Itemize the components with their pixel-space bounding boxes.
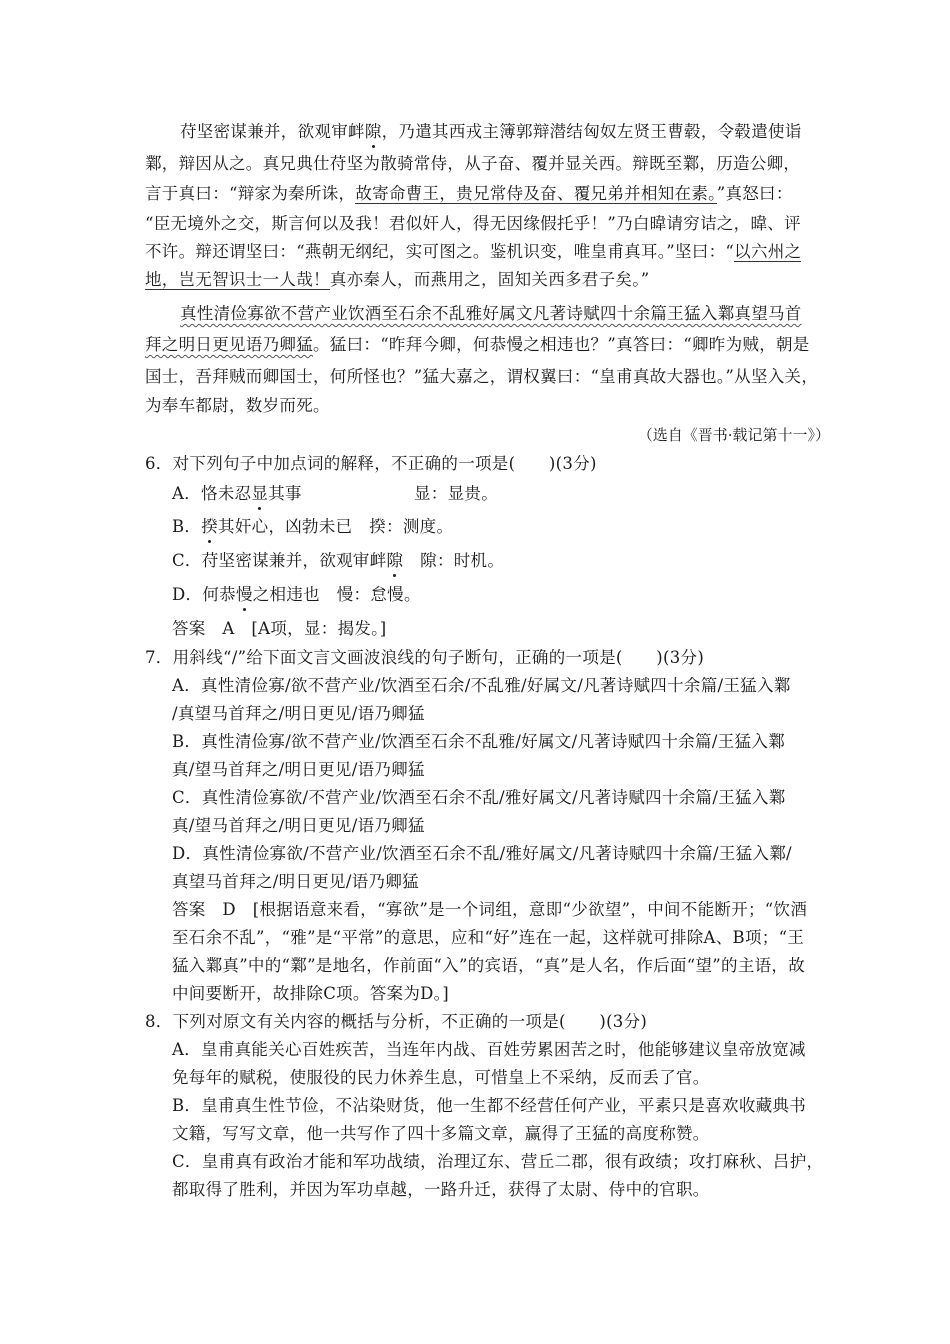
question-7-option-b-cont: 真/望马首拜之/明日更见/语乃卿猛 (172, 760, 425, 779)
question-6-answer: 答案 A [A项，显：揭发。] (172, 619, 387, 638)
passage-line: 为奉车都尉，数岁而死。 (145, 396, 330, 415)
question-8-option-b: B．皇甫真生性节俭，不沾染财货，他一生都不经营任何产业，平素只是喜欢收藏典书 (172, 1096, 807, 1115)
question-8-option-a-cont: 免每年的赋税，使服役的民力休养生息，可惜皇上不采纳，反而丢了官。 (172, 1068, 710, 1087)
question-7-answer: 答案 D [根据语意来看，“寡欲”是一个词组，意即“少欲望”，中间不能断开；“饮酒 (172, 900, 808, 919)
passage-line: 苻坚密谋兼并，欲观审衅隙，乃遣其西戎主簿郭辩潜结匈奴左贤王曹毂，令毂遣使诣 (180, 122, 802, 141)
question-7-option-c: C．真性清俭寡欲/不营产业/饮酒至石余不乱/雅好属文/凡著诗赋四十余篇/王猛入鄴 (172, 788, 786, 807)
wavy-underlined-sentence: 拜之明日更见语乃卿猛 (145, 335, 313, 354)
question-7-option-a: A．真性清俭寡/欲不营产业/饮酒至石余/不乱雅/好属文/凡著诗赋四十余篇/王猛入鄴 (172, 676, 791, 695)
question-7-option-a-cont: /真望马首拜之/明日更见/语乃卿猛 (172, 704, 425, 723)
source-citation: （选自《晋书·载记第十一》） (637, 426, 830, 444)
emphasis-dot: 慢 (235, 585, 253, 604)
passage-line: 拜之明日更见语乃卿猛。猛曰：“昨拜今卿，何恭慢之相违也？”真答曰：“卿昨为贼，朝是 (145, 335, 810, 354)
question-7-option-b: B．真性清俭寡/欲不营产业/饮酒至石余不乱雅/好属文/凡著诗赋四十余篇/王猛入鄴 (172, 732, 785, 751)
emphasis-dot: 隙 (386, 551, 404, 570)
emphasis-dot: 显 (251, 484, 269, 503)
question-8-stem: 8．下列对原文有关内容的概括与分析，不正确的一项是( )(3分) (145, 1012, 648, 1031)
question-6-option-c: C．苻坚密谋兼并，欲观审衅隙 隙：时机。 (172, 551, 505, 570)
passage-line: 地，岂无智识士一人哉！真亦秦人，而燕用之，固知关西多君子矣。” (145, 270, 650, 289)
question-7-answer-cont: 中间要断开，故排除C项。答案为D。] (172, 984, 449, 1003)
underlined-sentence: 地，岂无智识士一人哉！ (145, 270, 330, 289)
passage-line: 言于真曰：“辩家为秦所诛，故寄命曹王，贵兄常侍及奋、覆兄弟并相知在素。”真怒曰： (145, 184, 793, 203)
passage-line: 不许。辩还谓坚曰：“燕朝无纲纪，实可图之。鉴机识变，唯皇甫真耳。”坚曰：“以六州之 (145, 242, 802, 261)
question-8-option-b-cont: 文籍，写写文章，他一共写作了四十多篇文章，赢得了王猛的高度称赞。 (172, 1124, 710, 1143)
question-6-stem: 6．对下列句子中加点词的解释，不正确的一项是( )(3分) (145, 454, 597, 473)
question-7-stem: 7．用斜线“/”给下面文言文画波浪线的句子断句，正确的一项是( )(3分) (145, 648, 705, 667)
passage-line (180, 302, 850, 326)
question-8-option-a: A．皇甫真能关心百姓疾苦，当连年内战、百姓劳累困苦之时，他能够建议皇帝放宽减 (172, 1040, 806, 1059)
wavy-underlined-sentence: 真性清俭寡欲不营产业饮酒至石余不乱雅好属文凡著诗赋四十余篇王猛入鄴真望马首 (180, 304, 802, 323)
question-7-option-c-cont: 真/望马首拜之/明日更见/语乃卿猛 (172, 816, 425, 835)
question-7-option-d-cont: 真望马首拜之/明日更见/语乃卿猛 (172, 872, 419, 891)
passage-line: 国士，吾拜贼而卿国士，何所怪也？”猛大嘉之，谓权翼曰：“皇甫真故大器也。”从坚入关， (145, 367, 819, 386)
question-6-option-d: D．何恭慢之相违也 慢：怠慢。 (172, 585, 421, 604)
emphasis-dot: 揆 (201, 517, 219, 536)
question-6-option-b: B．揆其奸心，凶勃未已 揆：测度。 (172, 517, 454, 536)
question-7-option-d: D．真性清俭寡欲/不营产业/饮酒至石余不乱/雅好属文/凡著诗赋四十余篇/王猛入鄴/ (172, 844, 792, 863)
question-7-answer-cont: 至石余不乱”，“雅”是“平常”的意思，应和“好”连在一起，这样就可排除A、B项；“王 (172, 928, 805, 947)
passage-line: 鄴，辩因从之。真兄典仕苻坚为散骑常侍，从子奋、覆并显关西。辩既至鄴，历造公卿， (145, 154, 801, 173)
underlined-sentence: 以六州之 (734, 242, 802, 261)
passage-line: “臣无境外之交，斯言何以及我！君似奸人，得无因缘假托乎！”乃白暐请穷诘之，暐、评 (145, 214, 801, 233)
question-8-option-c-cont: 都取得了胜利，并因为军功卓越，一路升迁，获得了太尉、侍中的官职。 (172, 1180, 710, 1199)
underlined-sentence: 故寄命曹王，贵兄常侍及奋、覆兄弟并相知在素。 (355, 184, 717, 203)
question-7-answer-cont: 猛入鄴真”中的“鄴”是地名，作前面“入”的宾语，“真”是人名，作后面“望”的主语，故 (172, 956, 806, 975)
question-8-option-c: C．皇甫真有政治才能和军功战绩，治理辽东、营丘二郡，很有政绩；攻打麻秋、吕护， (172, 1152, 824, 1171)
emphasis-dot: 隙 (364, 122, 382, 141)
question-6-option-a: A．恪未忍显其事 显：显贵。 (172, 484, 498, 503)
